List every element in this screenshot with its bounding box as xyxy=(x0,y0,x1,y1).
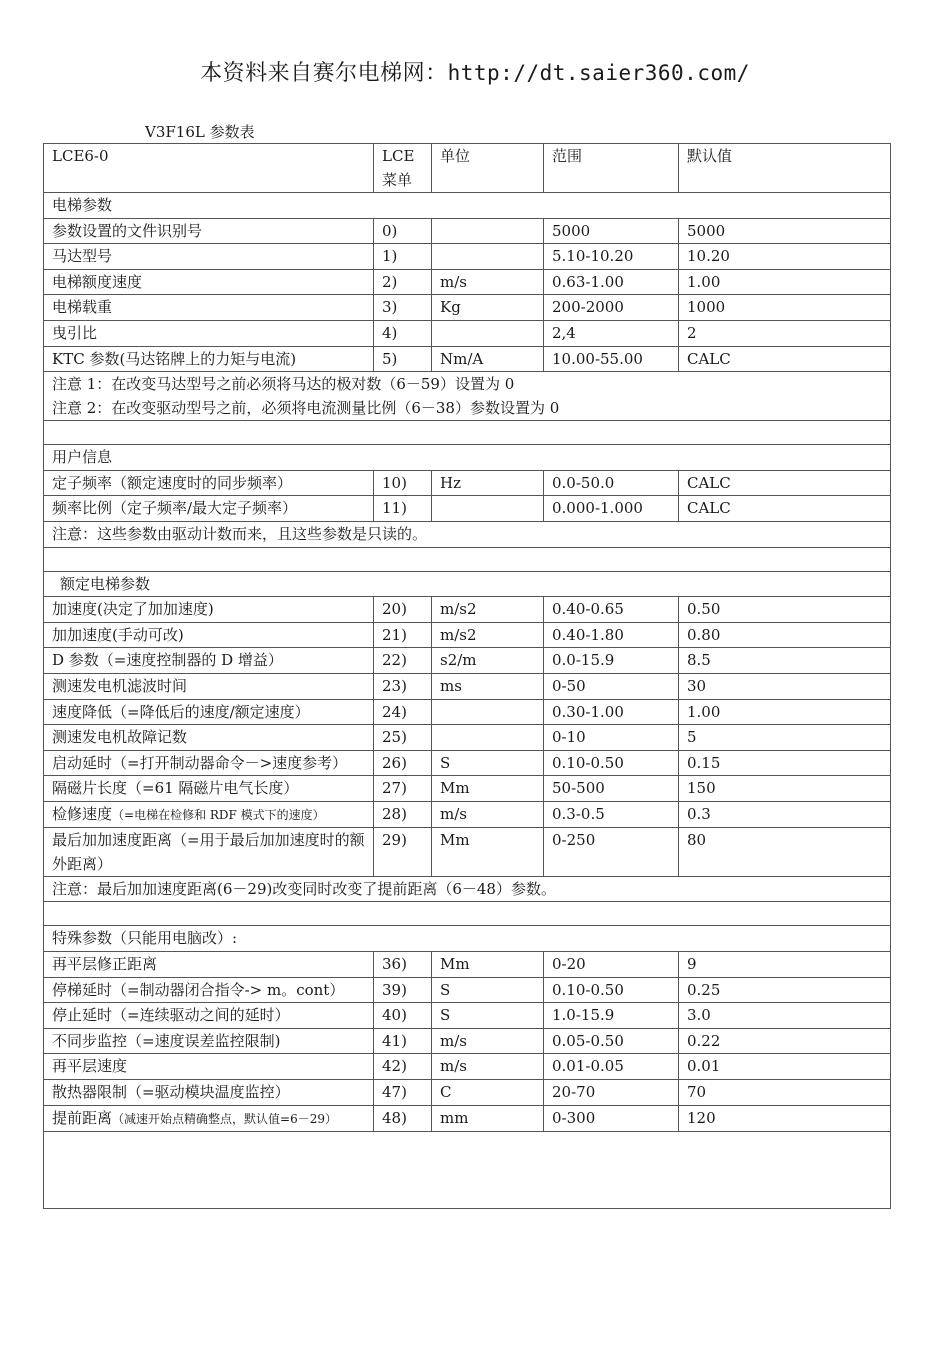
section-title: 电梯参数 xyxy=(44,193,891,219)
blank-row xyxy=(44,547,891,571)
header-default: 默认值 xyxy=(679,144,891,193)
blank-row xyxy=(44,902,891,926)
param-default: 9 xyxy=(679,952,891,978)
param-menu: 5) xyxy=(374,346,432,372)
note-row xyxy=(44,521,891,547)
param-menu: 26) xyxy=(374,750,432,776)
table-row xyxy=(44,1080,891,1106)
param-unit: S xyxy=(432,977,544,1003)
param-unit: ms xyxy=(432,673,544,699)
param-unit xyxy=(432,699,544,725)
param-default: 1.00 xyxy=(679,699,891,725)
param-range: 1.0-15.9 xyxy=(544,1003,679,1029)
param-default: 3.0 xyxy=(679,1003,891,1029)
table-row xyxy=(44,346,891,372)
param-menu: 0) xyxy=(374,218,432,244)
param-range: 20-70 xyxy=(544,1080,679,1106)
param-name: 速度降低（=降低后的速度/额定速度） xyxy=(44,699,374,725)
source-banner xyxy=(0,56,950,87)
param-default: 120 xyxy=(679,1105,891,1131)
param-default: 150 xyxy=(679,776,891,802)
param-name: 曳引比 xyxy=(44,320,374,346)
param-default: 1.00 xyxy=(679,269,891,295)
param-menu: 10) xyxy=(374,470,432,496)
param-default: 0.22 xyxy=(679,1028,891,1054)
param-menu: 29) xyxy=(374,827,432,876)
table-row xyxy=(44,622,891,648)
param-unit: s2/m xyxy=(432,648,544,674)
param-name: D 参数（=速度控制器的 D 增益） xyxy=(44,648,374,674)
param-unit: Nm/A xyxy=(432,346,544,372)
param-range: 0.10-0.50 xyxy=(544,977,679,1003)
table-header-row xyxy=(44,144,891,193)
param-name: 加加速度(手动可改) xyxy=(44,622,374,648)
param-unit: m/s2 xyxy=(432,597,544,623)
param-range: 10.00-55.00 xyxy=(544,346,679,372)
param-unit: S xyxy=(432,750,544,776)
param-range: 0-10 xyxy=(544,725,679,751)
param-menu: 1) xyxy=(374,244,432,270)
param-unit: m/s xyxy=(432,1054,544,1080)
param-range: 0-250 xyxy=(544,827,679,876)
param-name: 停止延时（=连续驱动之间的延时） xyxy=(44,1003,374,1029)
table-row xyxy=(44,470,891,496)
section-title-row xyxy=(44,193,891,219)
param-menu: 40) xyxy=(374,1003,432,1029)
param-name: 散热器限制（=驱动模块温度监控） xyxy=(44,1080,374,1106)
param-unit xyxy=(432,725,544,751)
table-row xyxy=(44,1054,891,1080)
param-default: 5 xyxy=(679,725,891,751)
param-menu: 42) xyxy=(374,1054,432,1080)
section-title-row xyxy=(44,445,891,471)
param-menu: 25) xyxy=(374,725,432,751)
param-menu: 21) xyxy=(374,622,432,648)
table-row xyxy=(44,244,891,270)
param-unit xyxy=(432,320,544,346)
header-parameter: LCE6-0 xyxy=(44,144,374,193)
param-name: 测速发电机滤波时间 xyxy=(44,673,374,699)
param-name: 频率比例（定子频率/最大定子频率） xyxy=(44,496,374,522)
param-menu: 27) xyxy=(374,776,432,802)
param-default: 10.20 xyxy=(679,244,891,270)
param-default: 0.3 xyxy=(679,801,891,827)
param-name: 参数设置的文件识别号 xyxy=(44,218,374,244)
param-range: 0.0-50.0 xyxy=(544,470,679,496)
param-name: 定子频率（额定速度时的同步频率） xyxy=(44,470,374,496)
table-row xyxy=(44,725,891,751)
table-row xyxy=(44,269,891,295)
banner-url[interactable]: http://dt.saier360.com/ xyxy=(447,61,750,85)
param-range: 5000 xyxy=(544,218,679,244)
param-unit: C xyxy=(432,1080,544,1106)
banner-prefix: 本资料来自赛尔电梯网： xyxy=(200,61,448,86)
table-row xyxy=(44,1003,891,1029)
param-unit: Mm xyxy=(432,827,544,876)
param-unit: Mm xyxy=(432,952,544,978)
param-range: 5.10-10.20 xyxy=(544,244,679,270)
param-range: 0.40-0.65 xyxy=(544,597,679,623)
note-row xyxy=(44,372,891,421)
table-row xyxy=(44,1028,891,1054)
section-title: 特殊参数（只能用电脑改）: xyxy=(44,926,891,952)
param-menu: 4) xyxy=(374,320,432,346)
table-row xyxy=(44,218,891,244)
param-unit: m/s2 xyxy=(432,622,544,648)
param-unit: S xyxy=(432,1003,544,1029)
param-default: 0.01 xyxy=(679,1054,891,1080)
table-row xyxy=(44,673,891,699)
param-unit: m/s xyxy=(432,801,544,827)
param-name: 马达型号 xyxy=(44,244,374,270)
param-unit: m/s xyxy=(432,1028,544,1054)
section-title: 用户信息 xyxy=(44,445,891,471)
table-row xyxy=(44,597,891,623)
table-row xyxy=(44,699,891,725)
param-name: 检修速度（=电梯在检修和 RDF 模式下的速度） xyxy=(44,801,374,827)
param-unit xyxy=(432,244,544,270)
table-row xyxy=(44,776,891,802)
param-range: 0.30-1.00 xyxy=(544,699,679,725)
param-range: 0.0-15.9 xyxy=(544,648,679,674)
param-default: 70 xyxy=(679,1080,891,1106)
param-unit: m/s xyxy=(432,269,544,295)
param-unit xyxy=(432,218,544,244)
blank-row xyxy=(44,1131,891,1208)
param-menu: 11) xyxy=(374,496,432,522)
table-row xyxy=(44,320,891,346)
param-name: 隔磁片长度（=61 隔磁片电气长度） xyxy=(44,776,374,802)
note-cell: 注意：这些参数由驱动计数而来，且这些参数是只读的。 xyxy=(44,521,891,547)
param-menu: 47) xyxy=(374,1080,432,1106)
param-range: 0.05-0.50 xyxy=(544,1028,679,1054)
table-row xyxy=(44,952,891,978)
param-menu: 2) xyxy=(374,269,432,295)
section-title-row xyxy=(44,571,891,597)
param-name: 启动延时（=打开制动器命令－>速度参考） xyxy=(44,750,374,776)
note-cell: 注意 1：在改变马达型号之前必须将马达的极对数（6－59）设置为 0 注意 2：在改变驱动型号之前，必须将电流测量比例（6－38）参数设置为 0 xyxy=(44,372,891,421)
param-name: 测速发电机故障记数 xyxy=(44,725,374,751)
param-unit xyxy=(432,496,544,522)
header-unit: 单位 xyxy=(432,144,544,193)
document-title: V3F16L 参数表 xyxy=(145,123,255,141)
param-range: 50-500 xyxy=(544,776,679,802)
note-row xyxy=(44,876,891,902)
param-range: 0.40-1.80 xyxy=(544,622,679,648)
param-name: 电梯载重 xyxy=(44,295,374,321)
param-default: 0.80 xyxy=(679,622,891,648)
param-menu: 36) xyxy=(374,952,432,978)
param-default: CALC xyxy=(679,470,891,496)
table-row xyxy=(44,295,891,321)
param-default: CALC xyxy=(679,496,891,522)
param-range: 0-300 xyxy=(544,1105,679,1131)
param-range: 0.10-0.50 xyxy=(544,750,679,776)
param-name: 再平层修正距离 xyxy=(44,952,374,978)
param-default: 30 xyxy=(679,673,891,699)
param-range: 0-20 xyxy=(544,952,679,978)
section-title: 额定电梯参数 xyxy=(44,571,891,597)
param-default: 0.25 xyxy=(679,977,891,1003)
param-default: 0.50 xyxy=(679,597,891,623)
parameter-table xyxy=(43,143,891,1209)
table-row xyxy=(44,827,891,876)
param-menu: 48) xyxy=(374,1105,432,1131)
param-default: 8.5 xyxy=(679,648,891,674)
param-name: 不同步监控（=速度误差监控限制) xyxy=(44,1028,374,1054)
param-name: 电梯额度速度 xyxy=(44,269,374,295)
param-menu: 22) xyxy=(374,648,432,674)
param-default: 0.15 xyxy=(679,750,891,776)
param-default: CALC xyxy=(679,346,891,372)
param-default: 80 xyxy=(679,827,891,876)
param-range: 0-50 xyxy=(544,673,679,699)
param-menu: 3) xyxy=(374,295,432,321)
param-menu: 24) xyxy=(374,699,432,725)
param-name: 提前距离（减速开始点精确整点，默认值=6－29） xyxy=(44,1105,374,1131)
param-unit: Hz xyxy=(432,470,544,496)
param-default: 2 xyxy=(679,320,891,346)
table-row xyxy=(44,648,891,674)
param-range: 0.000-1.000 xyxy=(544,496,679,522)
param-name: 停梯延时（=制动器闭合指令-> m。cont） xyxy=(44,977,374,1003)
table-row xyxy=(44,977,891,1003)
param-range: 200-2000 xyxy=(544,295,679,321)
param-menu: 23) xyxy=(374,673,432,699)
param-name: 最后加加速度距离（=用于最后加加速度时的额外距离） xyxy=(44,827,374,876)
param-range: 0.63-1.00 xyxy=(544,269,679,295)
param-unit: mm xyxy=(432,1105,544,1131)
table-row xyxy=(44,496,891,522)
param-range: 0.01-0.05 xyxy=(544,1054,679,1080)
param-default: 5000 xyxy=(679,218,891,244)
header-lce-menu: LCE 菜单 xyxy=(374,144,432,193)
param-name: 加速度(决定了加加速度) xyxy=(44,597,374,623)
table-row xyxy=(44,1105,891,1131)
param-unit: Mm xyxy=(432,776,544,802)
param-menu: 20) xyxy=(374,597,432,623)
param-menu: 28) xyxy=(374,801,432,827)
blank-row xyxy=(44,421,891,445)
param-name: 再平层速度 xyxy=(44,1054,374,1080)
param-name: KTC 参数(马达铭牌上的力矩与电流) xyxy=(44,346,374,372)
param-menu: 41) xyxy=(374,1028,432,1054)
param-unit: Kg xyxy=(432,295,544,321)
param-range: 0.3-0.5 xyxy=(544,801,679,827)
header-range: 范围 xyxy=(544,144,679,193)
param-range: 2,4 xyxy=(544,320,679,346)
table-row xyxy=(44,750,891,776)
table-row xyxy=(44,801,891,827)
param-default: 1000 xyxy=(679,295,891,321)
note-cell: 注意：最后加加速度距离(6－29)改变同时改变了提前距离（6－48）参数。 xyxy=(44,876,891,902)
section-title-row xyxy=(44,926,891,952)
param-menu: 39) xyxy=(374,977,432,1003)
